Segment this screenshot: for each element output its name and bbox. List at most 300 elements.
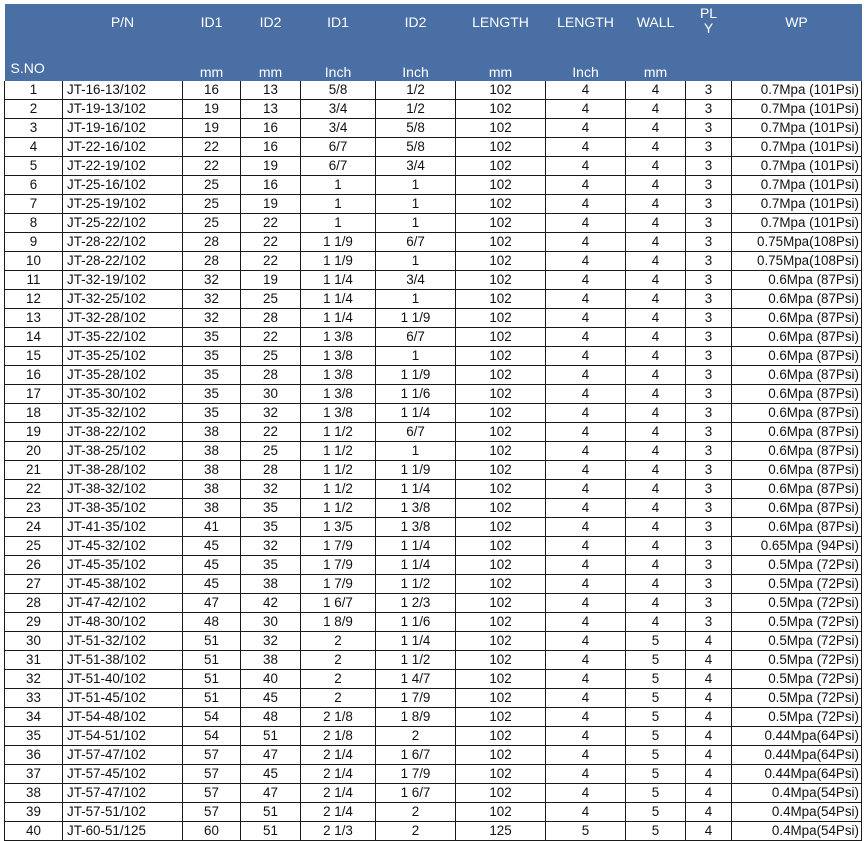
cell-sno: 17 — [5, 385, 63, 404]
cell-pn: JT-60-51/125 — [63, 822, 183, 841]
cell-wp: 0.6Mpa (87Psi) — [732, 423, 862, 442]
cell-ply: 3 — [686, 499, 732, 518]
cell-length-mm: 102 — [456, 309, 546, 328]
cell-id2-mm: 32 — [241, 632, 301, 651]
cell-length-mm: 102 — [456, 651, 546, 670]
cell-length-inch: 4 — [546, 119, 626, 138]
cell-ply: 3 — [686, 480, 732, 499]
cell-id2-mm: 32 — [241, 404, 301, 423]
cell-id2-inch: 1 1/9 — [376, 461, 456, 480]
cell-id1-mm: 22 — [183, 157, 241, 176]
cell-length-mm: 102 — [456, 575, 546, 594]
cell-pn: JT-35-30/102 — [63, 385, 183, 404]
cell-pn: JT-41-35/102 — [63, 518, 183, 537]
cell-id2-mm: 38 — [241, 575, 301, 594]
col-header-wp: WP — [732, 4, 862, 61]
cell-id1-mm: 25 — [183, 176, 241, 195]
cell-id2-inch: 6/7 — [376, 423, 456, 442]
cell-wp: 0.6Mpa (87Psi) — [732, 385, 862, 404]
cell-pn: JT-47-42/102 — [63, 594, 183, 613]
cell-id2-inch: 1 — [376, 214, 456, 233]
cell-sno: 25 — [5, 537, 63, 556]
cell-wall: 4 — [626, 594, 686, 613]
cell-pn: JT-22-16/102 — [63, 138, 183, 157]
cell-wall: 4 — [626, 499, 686, 518]
cell-wp: 0.44Mpa(64Psi) — [732, 746, 862, 765]
cell-id2-mm: 28 — [241, 366, 301, 385]
cell-id1-mm: 35 — [183, 328, 241, 347]
header-row-labels — [5, 4, 862, 61]
unit-wall-mm: mm — [626, 61, 686, 81]
cell-id1-mm: 57 — [183, 803, 241, 822]
cell-sno: 4 — [5, 138, 63, 157]
cell-ply: 3 — [686, 366, 732, 385]
cell-id2-mm: 22 — [241, 233, 301, 252]
cell-wall: 5 — [626, 746, 686, 765]
table-row — [5, 195, 862, 214]
cell-id1-inch: 6/7 — [301, 157, 376, 176]
table-row — [5, 347, 862, 366]
cell-id2-mm: 51 — [241, 822, 301, 841]
cell-wall: 4 — [626, 442, 686, 461]
cell-id1-mm: 28 — [183, 252, 241, 271]
cell-length-mm: 102 — [456, 670, 546, 689]
cell-length-mm: 102 — [456, 518, 546, 537]
cell-ply: 3 — [686, 461, 732, 480]
cell-length-inch: 4 — [546, 803, 626, 822]
cell-id1-inch: 1 3/8 — [301, 366, 376, 385]
cell-length-inch: 4 — [546, 100, 626, 119]
cell-ply: 4 — [686, 822, 732, 841]
unit-id2-mm: mm — [241, 61, 301, 81]
unit-ply — [686, 61, 732, 81]
col-header-id1-mm: ID1 — [183, 4, 241, 61]
table-row — [5, 822, 862, 841]
cell-id2-inch: 3/4 — [376, 157, 456, 176]
cell-wall: 5 — [626, 651, 686, 670]
cell-pn: JT-57-45/102 — [63, 765, 183, 784]
cell-pn: JT-35-22/102 — [63, 328, 183, 347]
cell-id1-mm: 54 — [183, 727, 241, 746]
cell-id2-inch: 1 — [376, 290, 456, 309]
cell-length-inch: 4 — [546, 556, 626, 575]
cell-id1-mm: 48 — [183, 613, 241, 632]
cell-id2-inch: 1/2 — [376, 100, 456, 119]
cell-id1-inch: 6/7 — [301, 138, 376, 157]
cell-wall: 4 — [626, 480, 686, 499]
cell-ply: 3 — [686, 404, 732, 423]
cell-id1-mm: 45 — [183, 537, 241, 556]
cell-sno: 28 — [5, 594, 63, 613]
cell-id1-inch: 3/4 — [301, 100, 376, 119]
cell-id1-inch: 1 3/8 — [301, 404, 376, 423]
cell-ply: 3 — [686, 176, 732, 195]
col-header-length-mm: LENGTH — [456, 4, 546, 61]
cell-wp: 0.5Mpa (72Psi) — [732, 708, 862, 727]
cell-id1-mm: 19 — [183, 100, 241, 119]
cell-length-inch: 4 — [546, 613, 626, 632]
cell-ply: 3 — [686, 556, 732, 575]
cell-wall: 4 — [626, 461, 686, 480]
cell-id1-inch: 1 — [301, 195, 376, 214]
cell-wp: 0.7Mpa (101Psi) — [732, 176, 862, 195]
cell-wall: 4 — [626, 271, 686, 290]
cell-length-inch: 4 — [546, 537, 626, 556]
cell-length-mm: 102 — [456, 423, 546, 442]
cell-wp: 0.4Mpa(54Psi) — [732, 803, 862, 822]
col-header-length-inch: LENGTH — [546, 4, 626, 61]
cell-length-mm: 102 — [456, 537, 546, 556]
cell-id2-mm: 51 — [241, 727, 301, 746]
cell-id2-inch: 1 8/9 — [376, 708, 456, 727]
cell-ply: 3 — [686, 81, 732, 100]
table-row — [5, 499, 862, 518]
cell-id1-mm: 54 — [183, 708, 241, 727]
cell-id2-inch: 1 1/4 — [376, 556, 456, 575]
cell-wp: 0.4Mpa(54Psi) — [732, 822, 862, 841]
cell-wall: 5 — [626, 670, 686, 689]
cell-length-inch: 5 — [546, 822, 626, 841]
cell-length-inch: 4 — [546, 594, 626, 613]
cell-id2-inch: 1 1/6 — [376, 385, 456, 404]
table-row — [5, 727, 862, 746]
cell-length-inch: 4 — [546, 157, 626, 176]
cell-id2-inch: 1 1/6 — [376, 613, 456, 632]
cell-ply: 3 — [686, 594, 732, 613]
cell-sno: 5 — [5, 157, 63, 176]
cell-id2-inch: 5/8 — [376, 119, 456, 138]
cell-wall: 4 — [626, 100, 686, 119]
cell-ply: 4 — [686, 670, 732, 689]
cell-id1-inch: 2 1/4 — [301, 784, 376, 803]
cell-ply: 3 — [686, 328, 732, 347]
cell-id2-mm: 47 — [241, 784, 301, 803]
cell-length-inch: 4 — [546, 195, 626, 214]
cell-sno: 19 — [5, 423, 63, 442]
cell-id1-mm: 45 — [183, 556, 241, 575]
table-row — [5, 575, 862, 594]
cell-id1-mm: 57 — [183, 784, 241, 803]
cell-length-mm: 102 — [456, 499, 546, 518]
cell-id2-inch: 1 1/4 — [376, 480, 456, 499]
cell-length-mm: 102 — [456, 727, 546, 746]
cell-wp: 0.6Mpa (87Psi) — [732, 404, 862, 423]
cell-length-mm: 102 — [456, 252, 546, 271]
cell-id2-mm: 28 — [241, 461, 301, 480]
cell-id2-inch: 1 — [376, 252, 456, 271]
cell-pn: JT-57-47/102 — [63, 784, 183, 803]
cell-wp: 0.7Mpa (101Psi) — [732, 195, 862, 214]
cell-sno: 12 — [5, 290, 63, 309]
cell-id1-mm: 38 — [183, 480, 241, 499]
cell-ply: 3 — [686, 214, 732, 233]
cell-length-mm: 102 — [456, 594, 546, 613]
table-row — [5, 594, 862, 613]
table-row — [5, 157, 862, 176]
cell-length-inch: 4 — [546, 404, 626, 423]
cell-wp: 0.5Mpa (72Psi) — [732, 613, 862, 632]
cell-id2-mm: 51 — [241, 803, 301, 822]
table-row — [5, 366, 862, 385]
cell-id1-inch: 2 — [301, 670, 376, 689]
cell-wp: 0.6Mpa (87Psi) — [732, 309, 862, 328]
table-row — [5, 803, 862, 822]
cell-pn: JT-32-28/102 — [63, 309, 183, 328]
cell-length-mm: 102 — [456, 271, 546, 290]
cell-length-mm: 102 — [456, 328, 546, 347]
cell-id2-mm: 13 — [241, 100, 301, 119]
cell-wall: 4 — [626, 404, 686, 423]
cell-length-mm: 102 — [456, 157, 546, 176]
cell-wall: 4 — [626, 328, 686, 347]
cell-sno: 1 — [5, 81, 63, 100]
col-header-sno: S.NO — [5, 4, 63, 81]
cell-wp: 0.7Mpa (101Psi) — [732, 81, 862, 100]
cell-ply: 3 — [686, 271, 732, 290]
cell-pn: JT-16-13/102 — [63, 81, 183, 100]
cell-length-inch: 4 — [546, 366, 626, 385]
cell-id2-inch: 1 1/2 — [376, 651, 456, 670]
cell-id2-inch: 1 1/4 — [376, 632, 456, 651]
table-row — [5, 537, 862, 556]
cell-length-inch: 4 — [546, 632, 626, 651]
table-header — [5, 4, 862, 81]
cell-id2-mm: 38 — [241, 651, 301, 670]
cell-length-mm: 102 — [456, 613, 546, 632]
cell-id1-inch: 2 1/4 — [301, 765, 376, 784]
cell-length-mm: 102 — [456, 176, 546, 195]
cell-id1-inch: 1 7/9 — [301, 556, 376, 575]
cell-wall: 4 — [626, 233, 686, 252]
cell-pn: JT-45-35/102 — [63, 556, 183, 575]
cell-id2-mm: 22 — [241, 214, 301, 233]
cell-ply: 4 — [686, 803, 732, 822]
cell-sno: 3 — [5, 119, 63, 138]
cell-sno: 18 — [5, 404, 63, 423]
cell-id1-inch: 1 3/8 — [301, 347, 376, 366]
table-row — [5, 271, 862, 290]
cell-length-inch: 4 — [546, 765, 626, 784]
table-row — [5, 423, 862, 442]
cell-wall: 4 — [626, 290, 686, 309]
cell-pn: JT-32-19/102 — [63, 271, 183, 290]
cell-id2-mm: 19 — [241, 195, 301, 214]
cell-pn: JT-51-38/102 — [63, 651, 183, 670]
table-row — [5, 442, 862, 461]
cell-id1-mm: 25 — [183, 214, 241, 233]
cell-id2-mm: 40 — [241, 670, 301, 689]
cell-pn: JT-25-19/102 — [63, 195, 183, 214]
cell-id2-inch: 5/8 — [376, 138, 456, 157]
cell-id2-inch: 1 3/8 — [376, 518, 456, 537]
cell-length-mm: 102 — [456, 347, 546, 366]
cell-id1-inch: 1 1/2 — [301, 423, 376, 442]
cell-id1-inch: 1 7/9 — [301, 537, 376, 556]
cell-length-inch: 4 — [546, 81, 626, 100]
cell-id1-inch: 1 1/9 — [301, 233, 376, 252]
cell-pn: JT-54-48/102 — [63, 708, 183, 727]
cell-sno: 9 — [5, 233, 63, 252]
cell-length-inch: 4 — [546, 233, 626, 252]
cell-pn: JT-38-32/102 — [63, 480, 183, 499]
table-row — [5, 328, 862, 347]
col-header-id1-inch: ID1 — [301, 4, 376, 61]
cell-wall: 4 — [626, 138, 686, 157]
cell-wall: 5 — [626, 803, 686, 822]
cell-wp: 0.6Mpa (87Psi) — [732, 480, 862, 499]
table-row — [5, 461, 862, 480]
unit-id1-mm: mm — [183, 61, 241, 81]
cell-pn: JT-22-19/102 — [63, 157, 183, 176]
cell-id1-mm: 38 — [183, 442, 241, 461]
col-header-pn: P/N — [63, 4, 183, 81]
cell-ply: 4 — [686, 727, 732, 746]
cell-id2-inch: 1 1/9 — [376, 366, 456, 385]
cell-id1-mm: 51 — [183, 689, 241, 708]
cell-pn: JT-45-38/102 — [63, 575, 183, 594]
cell-sno: 40 — [5, 822, 63, 841]
cell-id2-inch: 3/4 — [376, 271, 456, 290]
cell-length-mm: 102 — [456, 366, 546, 385]
spec-table-container — [4, 4, 861, 841]
cell-pn: JT-38-28/102 — [63, 461, 183, 480]
cell-ply: 3 — [686, 138, 732, 157]
cell-sno: 27 — [5, 575, 63, 594]
cell-wp: 0.5Mpa (72Psi) — [732, 651, 862, 670]
cell-wall: 5 — [626, 765, 686, 784]
cell-id1-mm: 19 — [183, 119, 241, 138]
cell-length-mm: 102 — [456, 138, 546, 157]
cell-ply: 3 — [686, 613, 732, 632]
cell-length-mm: 102 — [456, 100, 546, 119]
cell-id2-mm: 30 — [241, 613, 301, 632]
cell-pn: JT-51-45/102 — [63, 689, 183, 708]
cell-wall: 4 — [626, 385, 686, 404]
cell-id1-inch: 2 1/4 — [301, 803, 376, 822]
cell-ply: 3 — [686, 252, 732, 271]
cell-id2-mm: 45 — [241, 689, 301, 708]
cell-ply: 3 — [686, 195, 732, 214]
cell-sno: 33 — [5, 689, 63, 708]
cell-wp: 0.6Mpa (87Psi) — [732, 442, 862, 461]
cell-id1-inch: 1 1/4 — [301, 271, 376, 290]
cell-wall: 4 — [626, 195, 686, 214]
cell-pn: JT-54-51/102 — [63, 727, 183, 746]
table-row — [5, 81, 862, 100]
cell-length-inch: 4 — [546, 309, 626, 328]
cell-id1-mm: 51 — [183, 632, 241, 651]
cell-length-inch: 4 — [546, 214, 626, 233]
cell-length-mm: 125 — [456, 822, 546, 841]
cell-sno: 37 — [5, 765, 63, 784]
cell-sno: 23 — [5, 499, 63, 518]
cell-id2-mm: 25 — [241, 290, 301, 309]
cell-id2-inch: 2 — [376, 727, 456, 746]
cell-sno: 6 — [5, 176, 63, 195]
cell-pn: JT-25-22/102 — [63, 214, 183, 233]
cell-pn: JT-32-25/102 — [63, 290, 183, 309]
cell-pn: JT-45-32/102 — [63, 537, 183, 556]
cell-id1-inch: 2 1/4 — [301, 746, 376, 765]
cell-ply: 4 — [686, 689, 732, 708]
cell-ply: 3 — [686, 309, 732, 328]
cell-ply: 3 — [686, 347, 732, 366]
cell-pn: JT-35-25/102 — [63, 347, 183, 366]
cell-wall: 4 — [626, 214, 686, 233]
cell-length-mm: 102 — [456, 632, 546, 651]
cell-length-inch: 4 — [546, 651, 626, 670]
table-row — [5, 632, 862, 651]
cell-id2-inch: 1 1/9 — [376, 309, 456, 328]
cell-ply: 3 — [686, 100, 732, 119]
cell-sno: 39 — [5, 803, 63, 822]
col-header-id2-mm: ID2 — [241, 4, 301, 61]
cell-id2-mm: 25 — [241, 347, 301, 366]
cell-id2-inch: 2 — [376, 803, 456, 822]
cell-pn: JT-19-16/102 — [63, 119, 183, 138]
cell-id2-inch: 6/7 — [376, 328, 456, 347]
cell-id1-mm: 38 — [183, 423, 241, 442]
cell-id1-inch: 1 — [301, 214, 376, 233]
cell-id2-mm: 30 — [241, 385, 301, 404]
cell-wp: 0.5Mpa (72Psi) — [732, 556, 862, 575]
cell-id2-inch: 1 1/4 — [376, 537, 456, 556]
cell-id2-mm: 22 — [241, 423, 301, 442]
table-row — [5, 613, 862, 632]
table-row — [5, 404, 862, 423]
cell-wall: 4 — [626, 537, 686, 556]
cell-id1-mm: 35 — [183, 347, 241, 366]
unit-id2-inch: Inch — [376, 61, 456, 81]
cell-id2-inch: 1/2 — [376, 81, 456, 100]
cell-id2-mm: 16 — [241, 176, 301, 195]
cell-id2-inch: 1 3/8 — [376, 499, 456, 518]
col-header-id2-inch: ID2 — [376, 4, 456, 61]
table-row — [5, 252, 862, 271]
cell-length-inch: 4 — [546, 746, 626, 765]
cell-id1-inch: 1 1/4 — [301, 309, 376, 328]
cell-sno: 26 — [5, 556, 63, 575]
cell-id1-inch: 1 — [301, 176, 376, 195]
cell-id2-mm: 25 — [241, 442, 301, 461]
cell-id1-inch: 2 — [301, 651, 376, 670]
cell-length-mm: 102 — [456, 784, 546, 803]
cell-id1-inch: 1 8/9 — [301, 613, 376, 632]
cell-id2-inch: 1 — [376, 176, 456, 195]
cell-pn: JT-38-35/102 — [63, 499, 183, 518]
cell-id2-inch: 1 6/7 — [376, 746, 456, 765]
cell-id1-mm: 25 — [183, 195, 241, 214]
cell-id1-inch: 2 1/3 — [301, 822, 376, 841]
cell-wp: 0.6Mpa (87Psi) — [732, 347, 862, 366]
cell-ply: 3 — [686, 518, 732, 537]
table-row — [5, 784, 862, 803]
cell-ply: 3 — [686, 537, 732, 556]
cell-length-mm: 102 — [456, 803, 546, 822]
col-header-wall: WALL — [626, 4, 686, 61]
cell-id1-mm: 51 — [183, 670, 241, 689]
cell-wp: 0.6Mpa (87Psi) — [732, 518, 862, 537]
cell-id1-mm: 35 — [183, 366, 241, 385]
cell-sno: 38 — [5, 784, 63, 803]
cell-length-inch: 4 — [546, 727, 626, 746]
cell-length-inch: 4 — [546, 575, 626, 594]
cell-wp: 0.65Mpa (94Psi) — [732, 537, 862, 556]
cell-length-inch: 4 — [546, 385, 626, 404]
cell-pn: JT-28-22/102 — [63, 233, 183, 252]
cell-id2-mm: 16 — [241, 119, 301, 138]
cell-wall: 4 — [626, 252, 686, 271]
